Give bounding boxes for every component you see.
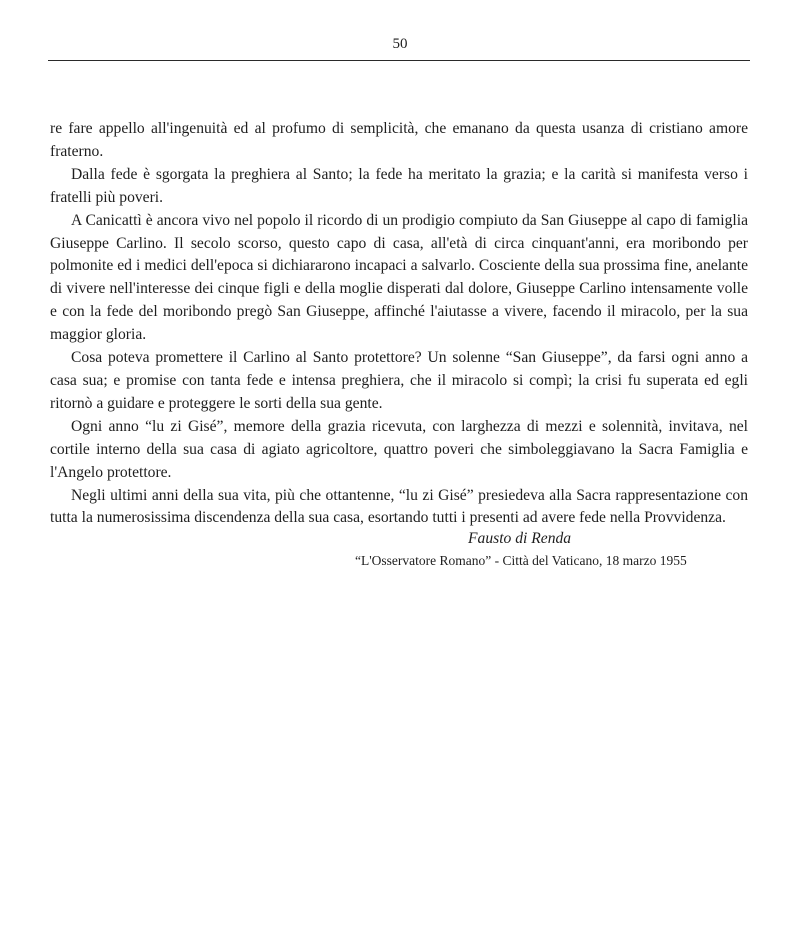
article-body <box>50 118 748 530</box>
paragraph-miracle: A Canicattì è ancora vivo nel popolo il ricordo di un prodigio compiuto da San Giuseppe al capo di famiglia Giuseppe Carlino. Il secolo scorso, questo capo di casa, all'età di circa cinquant'anni, era moribondo per polmonite ed i medici dell'epoca si dichiararono incapaci a salvarlo. Cosciente della sua prossima fine, anelante di vivere nell'interesse dei cinque figli e della moglie disperati dal dolore, Giuseppe Carlino intensamente volle e con la fede del moribondo pregò San Giuseppe, affinché l'aiutasse a vivere, facendo il miracolo, per la sua maggior gloria. <box>50 211 748 344</box>
source-citation: “L'Osservatore Romano” - Città del Vaticano, 18 marzo 1955 <box>355 553 687 568</box>
page-number: 50 <box>392 36 408 52</box>
paragraph-continuation: re fare appello all'ingenuità ed al profumo di semplicità, che emanano da questa usanza di cristiano amore fraterno. <box>50 120 748 160</box>
paragraph-faith: Dalla fede è sgorgata la preghiera al Santo; la fede ha meritato la grazia; e la carità si manifesta verso i fratelli più poveri. <box>50 165 748 206</box>
paragraph-promise: Cosa poteva promettere il Carlino al Santo protettore? Un solenne “San Giuseppe”, da farsi ogni anno a casa sua; e promise con tanta fede e intensa preghiera, che il miracolo si compì; la crisi fu superata ed egli ritornò a guidare e proteggere le sorti della sua gente. <box>50 349 748 412</box>
paragraph-last-years: Negli ultimi anni della sua vita, più che ottantenne, “lu zi Gisé” presiedeva alla Sacra rappresentazione con tutta la numerosissima discendenza della sua casa, esortando tutti i presenti ad avere fede nella Provvidenza. <box>50 486 748 527</box>
header-rule <box>48 60 750 61</box>
author-signature: Fausto di Renda <box>468 530 572 547</box>
paragraph-annual-feast: Ogni anno “lu zi Gisé”, memore della grazia ricevuta, con larghezza di mezzi e solennità, invitava, nel cortile interno della sua casa di agiato agricoltore, quattro poveri che simboleggiavano la Sacra Famiglia e l'Angelo protettore. <box>50 417 748 481</box>
